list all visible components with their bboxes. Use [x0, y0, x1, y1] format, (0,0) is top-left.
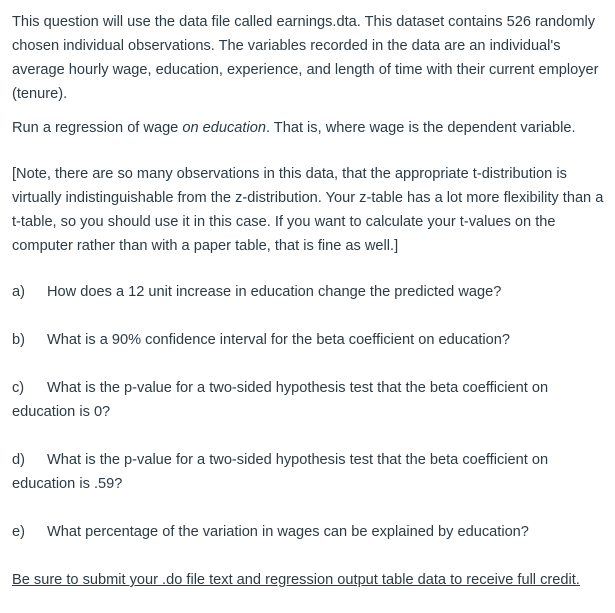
instruction-after: . That is, where wage is the dependent variable.: [265, 120, 576, 136]
question-d: [12, 448, 612, 496]
question-c: [12, 376, 612, 424]
question-b-text: What is a 90% confidence interval for the beta coefficient on education?: [47, 332, 510, 348]
question-c-letter: c): [12, 380, 25, 396]
question-a-text: How does a 12 unit increase in education change the predicted wage?: [47, 284, 502, 300]
note-paragraph: [Note, there are so many observations in this data, that the appropriate t-distribution is virtually indistinguishable from the z-distribution. Your z-table has a lot more flexibility than a t-table, so you should use it in this case. If you want to calculate your t-values on the computer rather than with a paper table, that is fine as well.]: [12, 166, 604, 254]
instruction-italic: on education: [182, 120, 266, 136]
question-b-letter: b): [12, 332, 25, 348]
submission-reminder: Be sure to submit your .do file text and regression output table data to receive full credit.: [12, 572, 580, 588]
question-c-text: What is the p-value for a two-sided hypothesis test that the beta coefficient on education is 0?: [12, 380, 549, 420]
question-e: [12, 520, 612, 544]
question-b: [12, 328, 612, 352]
question-a: [12, 280, 612, 304]
intro-paragraph: This question will use the data file called earnings.dta. This dataset contains 526 randomly chosen individual observations. The variables recorded in the data are an individual's average hourly wage, education, experience, and length of time with their current employer (tenure).: [12, 14, 599, 102]
question-d-text: What is the p-value for a two-sided hypothesis test that the beta coefficient on education is .59?: [12, 452, 549, 492]
question-e-letter: e): [12, 524, 25, 540]
question-d-letter: d): [12, 452, 25, 468]
question-a-letter: a): [12, 284, 25, 300]
question-e-text: What percentage of the variation in wages can be explained by education?: [47, 524, 529, 540]
instruction-before: Run a regression of wage: [12, 120, 183, 136]
instruction-paragraph: [12, 116, 612, 140]
question-content: [12, 10, 612, 592]
